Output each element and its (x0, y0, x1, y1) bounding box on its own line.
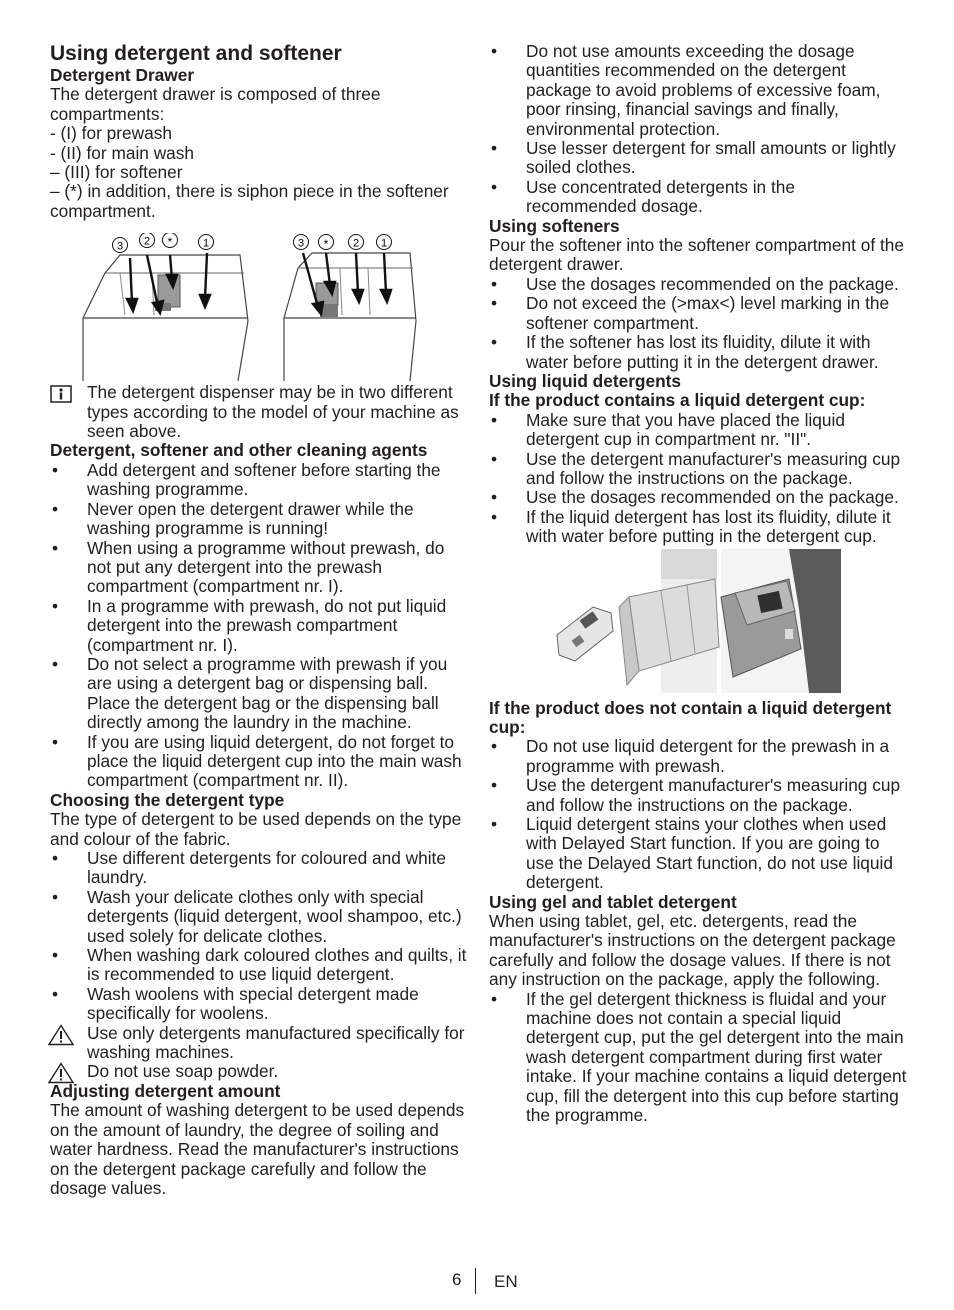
drawer-heading: Detergent Drawer (50, 65, 195, 85)
language-code: EN (494, 1272, 518, 1291)
warning-icon (48, 1062, 74, 1084)
liquid-heading: Using liquid detergents (489, 370, 682, 391)
callout-1: 1 (380, 237, 388, 250)
warning-text: Do not use soap powder. (87, 1061, 279, 1082)
list-item: • Do not select a programme with prewash if you are using a detergent bag or dispensing ball. Place the detergent bag or the dispensing ball directly among the laundry in the machine. (50, 655, 468, 733)
footer-divider (475, 1268, 476, 1294)
list-item: • Use concentrated detergents in the recommended dosage. (489, 178, 907, 217)
info-icon (50, 385, 72, 403)
gel-intro: When using tablet, gel, etc. detergents, read the manufacturer's instructions on the detergent package carefully and follow the dosage values. If there is not any instruction on the package, apply the following. (489, 911, 896, 990)
info-note (50, 383, 468, 441)
drawer-line: – (*) in addition, there is siphon piece in the softener compartment. (50, 181, 449, 221)
list-item: • Use the dosages recommended on the package. (489, 488, 907, 507)
drawer-line: - (I) for prewash (50, 123, 172, 144)
list-item: • Do not use liquid detergent for the prewash in a programme with prewash. (489, 737, 907, 776)
agents-heading: Detergent, softener and other cleaning agents (50, 440, 428, 461)
drawer-type-b (284, 235, 416, 382)
callout-2: 2 (352, 237, 360, 250)
list-item: • Wash woolens with special detergent made specifically for woolens. (50, 985, 468, 1024)
list-item: • In a programme with prewash, do not put liquid detergent into the prewash compartment (compartment nr. I). (50, 597, 468, 655)
gel-heading: Using gel and tablet detergent (489, 891, 737, 912)
callout-siphon: * (323, 237, 329, 252)
list-item: • Wash your delicate clothes only with special detergents (liquid detergent, wool shampoo, etc.) used solely for delicate clothes. (50, 888, 468, 946)
adjusting-heading: Adjusting detergent amount (50, 1080, 281, 1101)
grey-drawer-photo (721, 549, 841, 693)
gel-list (489, 990, 907, 1126)
list-item: • Do not use amounts exceeding the dosage quantities recommended on the detergent package to avoid problems of excessive foam, poor rinsing, financial savings and finally, environmental protection. (489, 42, 907, 139)
adjusting-text: The amount of washing detergent to be used depends on the amount of laundry, the degree of soiling and water hardness. Read the manufacturer's instructions on the detergent package carefully and follow the dosage values. (50, 1100, 465, 1198)
choosing-heading: Choosing the detergent type (50, 789, 285, 810)
page-title: Using detergent and softener (50, 42, 342, 65)
list-item: • Use the dosages recommended on the package. (489, 275, 907, 294)
list-item: • Use the detergent manufacturer's measuring cup and follow the instructions on the package. (489, 450, 907, 489)
softeners-intro: Pour the softener into the softener compartment of the detergent drawer. (489, 235, 904, 275)
list-item: • If the liquid detergent has lost its fluidity, dilute it with water before putting in the detergent cup. (489, 508, 907, 547)
choosing-intro: The type of detergent to be used depends on the type and colour of the fabric. (50, 809, 462, 849)
drawer-line: - (II) for main wash (50, 142, 195, 163)
list-item: • Make sure that you have placed the liquid detergent cup in compartment nr. "II". (489, 411, 907, 450)
warning-text: Use only detergents manufactured specifically for washing machines. (87, 1022, 465, 1063)
choosing-list (50, 849, 468, 1024)
warning-icon (48, 1024, 74, 1046)
no-cup-list (489, 737, 907, 892)
with-cup-heading: If the product contains a liquid detergent cup: (489, 390, 866, 411)
list-item: • When washing dark coloured clothes and quilts, it is recommended to use liquid detergent. (50, 946, 468, 985)
softeners-heading: Using softeners (489, 215, 620, 236)
list-item: • If the gel detergent thickness is fluidal and your machine does not contain a special liquid detergent cup, put the gel detergent into the main wash detergent compartment during first water intake. If your machine contains a liquid detergent cup, fill the detergent into this cup before starting the programme. (489, 990, 907, 1126)
right-column (489, 42, 907, 1126)
page-footer (0, 1270, 954, 1294)
callout-siphon: * (167, 235, 173, 250)
list-item: • Add detergent and softener before starting the washing programme. (50, 461, 468, 500)
list-item: • Use different detergents for coloured and white laundry. (50, 849, 468, 888)
list-item: • If you are using liquid detergent, do not forget to place the liquid detergent cup into the main wash compartment (compartment nr. II). (50, 733, 468, 791)
white-drawer-photo (557, 549, 719, 693)
softeners-list (489, 275, 907, 372)
list-item: • Liquid detergent stains your clothes when used with Delayed Start function. If you are going to use the Delayed Start function, do not use liquid detergent. (489, 815, 907, 893)
page-number: 6 (452, 1270, 462, 1289)
callout-1: 1 (202, 237, 210, 250)
list-item: • Never open the detergent drawer while the washing programme is running! (50, 500, 468, 539)
agents-list (50, 461, 468, 791)
info-note-text: The detergent dispenser may be in two different types according to the model of your machine as seen above. (87, 382, 459, 442)
drawer-intro: The detergent drawer is composed of three compartments: (50, 84, 381, 124)
drawer-line: – (III) for softener (50, 162, 183, 183)
with-cup-list (489, 411, 907, 547)
no-cup-heading: If the product does not contain a liquid detergent cup: (489, 697, 892, 737)
callout-3: 3 (116, 240, 124, 253)
list-item: • Use lesser detergent for small amounts or lightly soiled clothes. (489, 139, 907, 178)
drawer-type-a (83, 233, 248, 381)
left-column (50, 42, 468, 1198)
callout-2: 2 (143, 235, 151, 248)
callout-3: 3 (297, 237, 305, 250)
warning-note (50, 1062, 468, 1081)
list-item: • When using a programme without prewash, do not put any detergent into the prewash compartment (compartment nr. I). (50, 539, 468, 597)
detergent-drawer-diagram (50, 233, 468, 381)
list-item: • Use the detergent manufacturer's measuring cup and follow the instructions on the package. (489, 776, 907, 815)
list-item: • Do not exceed the (>max<) level marking in the softener compartment. (489, 294, 907, 333)
dosage-list (489, 42, 907, 217)
liquid-detergent-cup-photo (489, 549, 907, 693)
warning-note (50, 1024, 468, 1063)
list-item: • If the softener has lost its fluidity, dilute it with water before putting it in the detergent drawer. (489, 333, 907, 372)
